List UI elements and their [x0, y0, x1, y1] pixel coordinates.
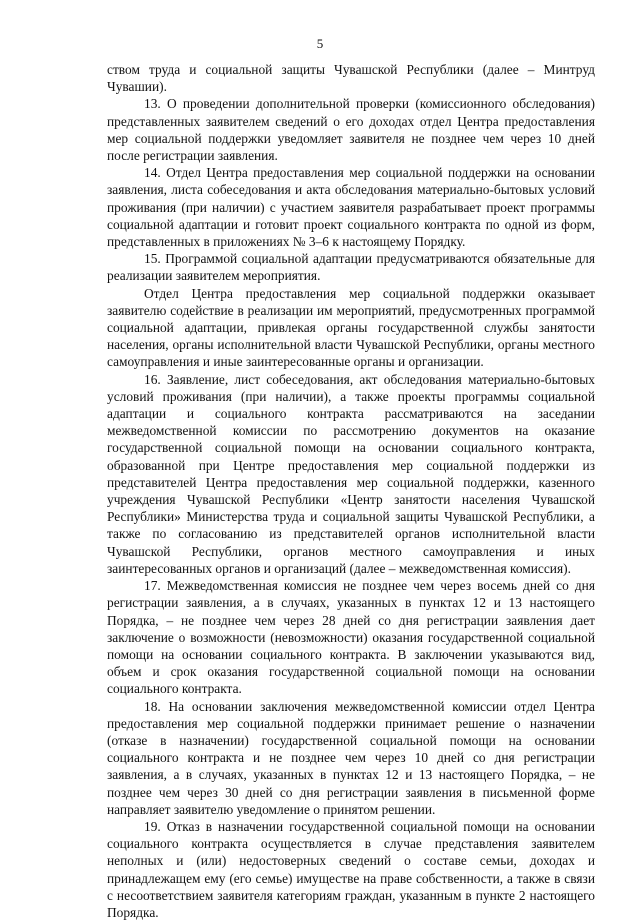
- paragraph: 17. Межведомственная комиссия не позднее чем через восемь дней со дня регистрации заявления, а в случаях, указанных в пунктах 12 и 13 настоящего Порядка, – не позднее чем через 28 дней со дня регистрации заявления дает заключение о возможности (невозможности) оказания государственной социальной помощи на основании социального контракта. В заключении указываются вид, объем и срок оказания государственной социальной помощи на основании социального контракта.: [107, 578, 595, 697]
- paragraph: 15. Программой социальной адаптации предусматриваются обязательные для реализации заявителем мероприятия.: [107, 251, 595, 284]
- paragraph: 19. Отказ в назначении государственной социальной помощи на основании социального контракта осуществляется в случае представления заявителем неполных и (или) недостоверных сведений о составе семьи, доходах и принадлежащем ему (его семье) имуществе на праве собственности, а также в связи с несоответствием заявителя категориям граждан, указанным в пункте 2 настоящего Порядка.: [107, 818, 595, 920]
- page-number: 5: [316, 36, 324, 51]
- paragraph: ством труда и социальной защиты Чувашской Республики (далее – Минтруд Чувашии).: [107, 62, 595, 95]
- paragraph: 18. На основании заключения межведомственной комиссии отдел Центра предоставления мер социальной поддержки принимает решение о назначении (отказе в назначении) государственной социальной помощи на основании социального контракта и не позднее чем через 10 дней со дня регистрации заявления, а в случаях, указанных в пунктах 12 и 13 настоящего Порядка, – не позднее чем через 30 дней со дня регистрации заявления в письменной форме направляет заявителю уведомление о принятом решении.: [107, 698, 595, 817]
- paragraph: 13. О проведении дополнительной проверки (комиссионного обследования) представленных заявителем сведений о его доходах отдел Центра предоставления мер социальной поддержки уведомляет заявителя не позднее чем через 10 дней после регистрации заявления.: [107, 96, 595, 164]
- document-body: [107, 61, 595, 921]
- paragraph: Отдел Центра предоставления мер социальной поддержки оказывает заявителю содействие в реализации им мероприятий, предусмотренных программой социальной адаптации, привлекая органы государственной службы занятости населения, органы исполнительной власти Чувашской Республики, органы местного самоуправления и иные заинтересованные органы и организации.: [107, 285, 595, 370]
- paragraph: 16. Заявление, лист собеседования, акт обследования материально-бытовых условий проживания (при наличии), а также проекты программы социальной адаптации и социального контракта рассматриваются на заседании межведомственной комиссии по рассмотрению документов на оказание государственной социальной помощи на основании социального контракта, образованной при Центре предоставления мер социальной поддержки из представителей Центра предоставления мер социальной поддержки, казенного учреждения Чувашской Республики «Центр занятости населения Чувашской Республики» Министерства труда и социальной защиты Чувашской Республики, а также по согласованию из представителей органов исполнительной власти Чувашской Республики, органов местного самоуправления и иных заинтересованных органов и организаций (далее – межведомственная комиссия).: [107, 371, 595, 576]
- paragraph: 14. Отдел Центра предоставления мер социальной поддержки на основании заявления, листа собеседования и акта обследования материально-бытовых условий проживания (при наличии) с участием заявителя разрабатывает проект программы социальной адаптации и готовит проект социального контракта по одной из форм, представленных в приложениях № 3–6 к настоящему Порядку.: [107, 165, 595, 250]
